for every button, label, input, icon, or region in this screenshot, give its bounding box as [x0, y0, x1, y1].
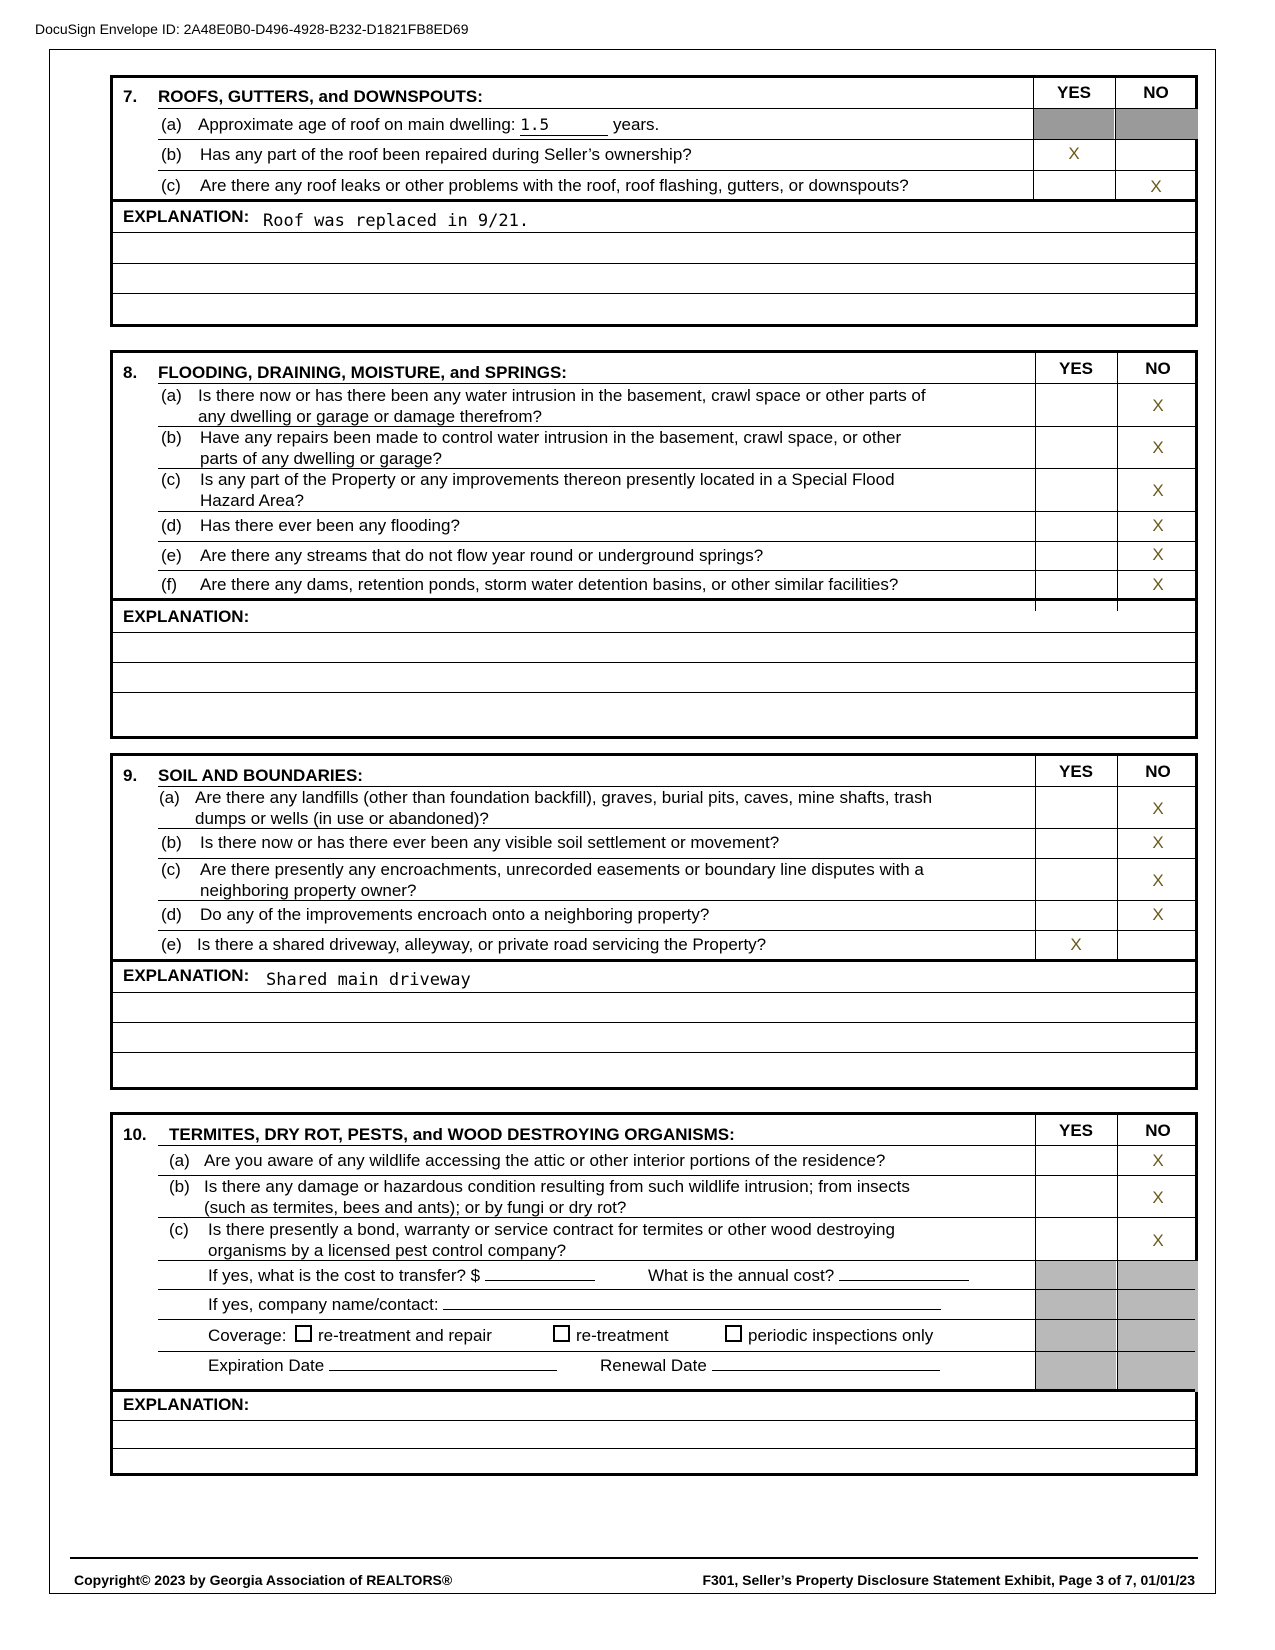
yes-header: YES: [1056, 83, 1092, 102]
no-checkmark[interactable]: X: [1152, 833, 1164, 852]
explanation-text[interactable]: Roof was replaced in 9/21.: [263, 211, 530, 231]
question-label: (e): [161, 546, 182, 565]
company-row: [208, 1294, 941, 1315]
no-checkmark[interactable]: X: [1150, 177, 1162, 196]
yes-checkmark[interactable]: X: [1070, 935, 1082, 954]
transfer-cost-field[interactable]: [485, 1280, 595, 1281]
section-title: ROOFS, GUTTERS, and DOWNSPOUTS:: [158, 87, 483, 106]
question-label: (e): [161, 935, 182, 954]
section-soil: [110, 753, 1198, 1090]
question-text: Is there a shared driveway, alleyway, or private road servicing the Property?: [197, 935, 767, 954]
explanation-label: EXPLANATION:: [123, 966, 250, 985]
checkbox-icon[interactable]: [553, 1325, 570, 1342]
expiration-field[interactable]: [329, 1370, 557, 1371]
no-checkmark[interactable]: X: [1152, 871, 1164, 890]
question-line: Are there presently any encroachments, unrecorded easements or boundary line disputes with a: [200, 860, 924, 879]
section-roofs: [110, 75, 1198, 327]
question-label: (a): [161, 115, 182, 134]
explanation-label: EXPLANATION:: [123, 207, 250, 226]
coverage-label: Coverage:: [208, 1326, 287, 1345]
annual-cost-field[interactable]: [839, 1280, 969, 1281]
question-text: [195, 787, 932, 829]
question-text: [200, 427, 901, 469]
renewal-label: Renewal Date: [600, 1356, 707, 1375]
question-line: neighboring property owner?: [200, 881, 417, 900]
company-label: If yes, company name/contact:: [208, 1295, 439, 1314]
question-line: any dwelling or garage or damage therefrom?: [198, 407, 542, 426]
question-label: (d): [161, 905, 182, 924]
no-checkmark[interactable]: X: [1152, 481, 1164, 500]
annual-cost-label: What is the annual cost?: [648, 1266, 835, 1285]
question-line: parts of any dwelling or garage?: [200, 449, 442, 468]
question-line: (such as termites, bees and ants); or by fungi or dry rot?: [204, 1198, 627, 1217]
no-checkmark[interactable]: X: [1152, 1151, 1164, 1170]
no-checkmark[interactable]: X: [1152, 545, 1164, 564]
explanation-label: EXPLANATION:: [123, 607, 250, 626]
section-number: 8.: [123, 363, 138, 382]
question-line: Is there any damage or hazardous condition resulting from such wildlife intrusion; from insects: [204, 1177, 910, 1196]
question-label: (b): [169, 1177, 190, 1196]
no-checkmark[interactable]: X: [1152, 575, 1164, 594]
section-number: 7.: [123, 87, 138, 106]
envelope-id: DocuSign Envelope ID: 2A48E0B0-D496-4928-B232-D1821FB8ED69: [35, 21, 469, 37]
no-checkmark[interactable]: X: [1152, 799, 1164, 818]
checkbox-icon[interactable]: [295, 1325, 312, 1342]
question-label: (b): [161, 145, 182, 164]
coverage-option-3[interactable]: [725, 1325, 933, 1346]
question-label: (d): [161, 516, 182, 535]
question-label: (b): [161, 833, 182, 852]
question-label: (c): [169, 1220, 189, 1239]
renewal-row: [600, 1355, 940, 1376]
yes-header: YES: [1058, 1121, 1094, 1140]
question-label: (c): [161, 470, 181, 489]
coverage-option-2[interactable]: [553, 1325, 669, 1346]
question-line: Hazard Area?: [200, 491, 304, 510]
question-line: dumps or wells (in use or abandoned)?: [195, 809, 489, 828]
no-checkmark[interactable]: X: [1152, 396, 1164, 415]
question-text: Is there now or has there ever been any visible soil settlement or movement?: [200, 833, 780, 852]
roof-age-label: Approximate age of roof on main dwelling:: [198, 115, 516, 134]
explanation-text[interactable]: Shared main driveway: [266, 970, 471, 990]
question-label: (c): [161, 176, 181, 195]
question-text: [208, 1219, 895, 1261]
shaded-cell: [1116, 109, 1198, 139]
question-line: organisms by a licensed pest control company?: [208, 1241, 567, 1260]
coverage-option-label: re-treatment: [576, 1326, 669, 1345]
transfer-cost-row: [208, 1265, 595, 1286]
question-text: Are there any dams, retention ponds, storm water detention basins, or other similar facilities?: [200, 575, 899, 594]
footer-form-id: F301, Seller’s Property Disclosure Statement Exhibit, Page 3 of 7, 01/01/23: [702, 1572, 1195, 1588]
no-checkmark[interactable]: X: [1152, 905, 1164, 924]
no-checkmark[interactable]: X: [1152, 1231, 1164, 1250]
roof-age-suffix: years.: [612, 115, 660, 134]
coverage-option-label: periodic inspections only: [748, 1326, 934, 1345]
question-line: Is there presently a bond, warranty or service contract for termites or other wood destroying: [208, 1220, 895, 1239]
yes-header: YES: [1058, 359, 1094, 378]
section-number: 9.: [123, 766, 138, 785]
footer-copyright: Copyright© 2023 by Georgia Association of REALTORS®: [74, 1572, 453, 1588]
no-checkmark[interactable]: X: [1152, 516, 1164, 535]
checkbox-icon[interactable]: [725, 1325, 742, 1342]
yes-header: YES: [1058, 762, 1094, 781]
question-text: Are there any roof leaks or other problems with the roof, roof flashing, gutters, or downspouts?: [200, 176, 909, 195]
question-text: Are you aware of any wildlife accessing the attic or other interior portions of the residence?: [204, 1151, 886, 1170]
annual-cost-row: [648, 1265, 969, 1286]
question-text: [200, 469, 895, 511]
question-line: Are there any landfills (other than foundation backfill), graves, burial pits, caves, mine shafts, trash: [195, 788, 933, 807]
explanation-label: EXPLANATION:: [123, 1395, 250, 1414]
question-text: Do any of the improvements encroach onto a neighboring property?: [200, 905, 710, 924]
question-label: (b): [161, 428, 182, 447]
question-line: Have any repairs been made to control water intrusion in the basement, crawl space, or other: [200, 428, 902, 447]
section-termites: [110, 1112, 1198, 1476]
section-title: TERMITES, DRY ROT, PESTS, and WOOD DESTROYING ORGANISMS:: [169, 1125, 735, 1144]
question-line: Is any part of the Property or any improvements thereon presently located in a Special Flood: [200, 470, 895, 489]
no-header: NO: [1145, 1121, 1171, 1140]
question-text: Has there ever been any flooding?: [200, 516, 460, 535]
question-label: (a): [169, 1151, 190, 1170]
section-title: SOIL AND BOUNDARIES:: [158, 766, 363, 785]
question-label: (a): [159, 788, 180, 807]
question-label: (f): [161, 575, 178, 594]
company-field[interactable]: [443, 1309, 941, 1310]
no-header: NO: [1145, 359, 1171, 378]
question-text: [198, 114, 659, 136]
question-text: [204, 1176, 910, 1218]
expiration-row: [208, 1355, 557, 1376]
question-label: (c): [161, 860, 181, 879]
transfer-cost-label: If yes, what is the cost to transfer? $: [208, 1266, 481, 1285]
shaded-cell: [1118, 1261, 1198, 1392]
footer-divider: [70, 1557, 1198, 1559]
section-number: 10.: [123, 1125, 147, 1144]
question-text: [200, 859, 924, 901]
roof-age-field[interactable]: [520, 114, 608, 136]
yes-checkmark[interactable]: X: [1068, 144, 1080, 163]
no-checkmark[interactable]: X: [1152, 438, 1164, 457]
question-label: (a): [161, 386, 182, 405]
coverage-row: [208, 1325, 286, 1346]
roof-age-value: 1.5: [520, 115, 550, 134]
section-title: FLOODING, DRAINING, MOISTURE, and SPRINGS:: [158, 363, 567, 382]
no-header: NO: [1145, 762, 1171, 781]
coverage-option-1[interactable]: [295, 1325, 492, 1346]
question-text: [198, 385, 926, 427]
question-text: Has any part of the roof been repaired during Seller’s ownership?: [200, 145, 692, 164]
renewal-field[interactable]: [712, 1370, 940, 1371]
shaded-cell: [1034, 109, 1114, 139]
section-flooding: [110, 350, 1198, 739]
question-text: Are there any streams that do not flow year round or underground springs?: [200, 546, 764, 565]
no-checkmark[interactable]: X: [1152, 1188, 1164, 1207]
question-line: Is there now or has there been any water intrusion in the basement, crawl space or other parts of: [198, 386, 926, 405]
no-header: NO: [1143, 83, 1169, 102]
coverage-option-label: re-treatment and repair: [318, 1326, 492, 1345]
expiration-label: Expiration Date: [208, 1356, 325, 1375]
shaded-cell: [1036, 1261, 1116, 1392]
